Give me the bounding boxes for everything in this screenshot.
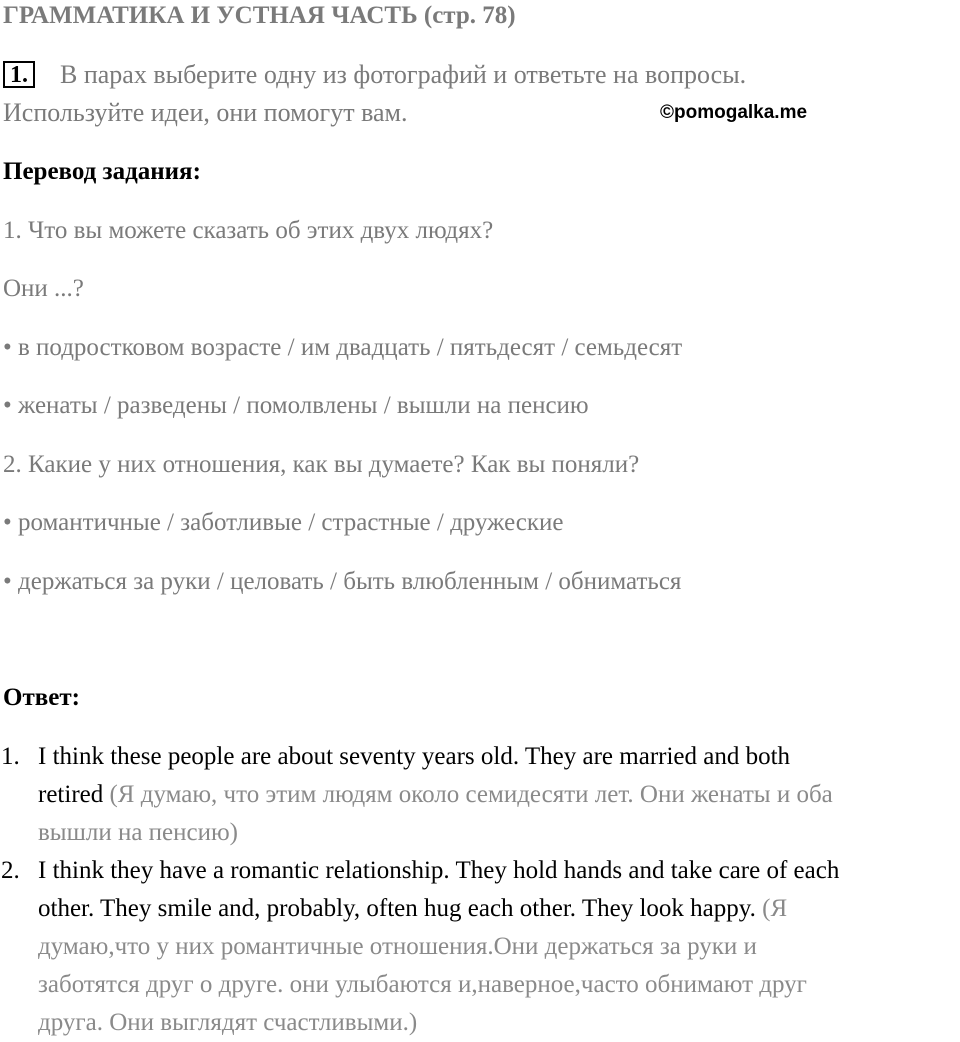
task-text-line-1: В парах выберите одну из фотографий и ответьте на вопросы. <box>60 60 747 89</box>
translation-bullet-relationship: • романтичные / заботливые / страстные / дружеские <box>3 509 564 536</box>
translation-prompt: Они ...? <box>3 275 84 302</box>
translation-question-1: 1. Что вы можете сказать об этих двух людях? <box>3 217 494 244</box>
translation-bullet-status: • женаты / разведены / помолвлены / вышли на пенсию <box>3 392 589 419</box>
watermark: ©pomogalka.me <box>660 102 808 123</box>
answer-number: 2. <box>1 857 20 884</box>
page-title: ГРАММАТИКА И УСТНАЯ ЧАСТЬ (стр. 78) <box>3 2 516 29</box>
translation-bullet-age: • в подростковом возрасте / им двадцать / пятьдесят / семьдесят <box>3 334 683 361</box>
translation-bullet-actions: • держаться за руки / целовать / быть влюбленным / обниматься <box>3 568 682 595</box>
answer-ru-translation: (Я думаю, что этим людям около семидесяти лет. Они женаты и оба <box>103 781 833 808</box>
answer-number: 1. <box>1 743 20 770</box>
answer-ru-translation: думаю,что у них романтичные отношения.Они держаться за руки и <box>38 933 757 960</box>
answer-ru-translation: друга. Они выглядят счастливыми.) <box>38 1009 418 1036</box>
answer-ru-translation: (Я <box>755 895 788 922</box>
answer-en-text: other. They smile and, probably, often hug each other. They look happy. <box>38 895 756 922</box>
task-text-line-2: Используйте идеи, они помогут вам. <box>3 98 408 127</box>
translation-heading: Перевод задания: <box>3 158 201 185</box>
task-number-box: 1. <box>3 61 35 88</box>
answer-heading: Ответ: <box>3 684 80 711</box>
answer-en-text: I think these people are about seventy years old. They are married and both <box>38 743 791 770</box>
answer-en-text: retired <box>38 781 104 808</box>
answer-ru-translation: вышли на пенсию) <box>38 819 239 846</box>
translation-question-2: 2. Какие у них отношения, как вы думаете? Как вы поняли? <box>3 451 640 478</box>
answer-ru-translation: заботятся друг о друге. они улыбаются и,наверное,часто обнимают друг <box>38 971 807 998</box>
answer-en-text: I think they have a romantic relationship. They hold hands and take care of each <box>38 857 840 884</box>
